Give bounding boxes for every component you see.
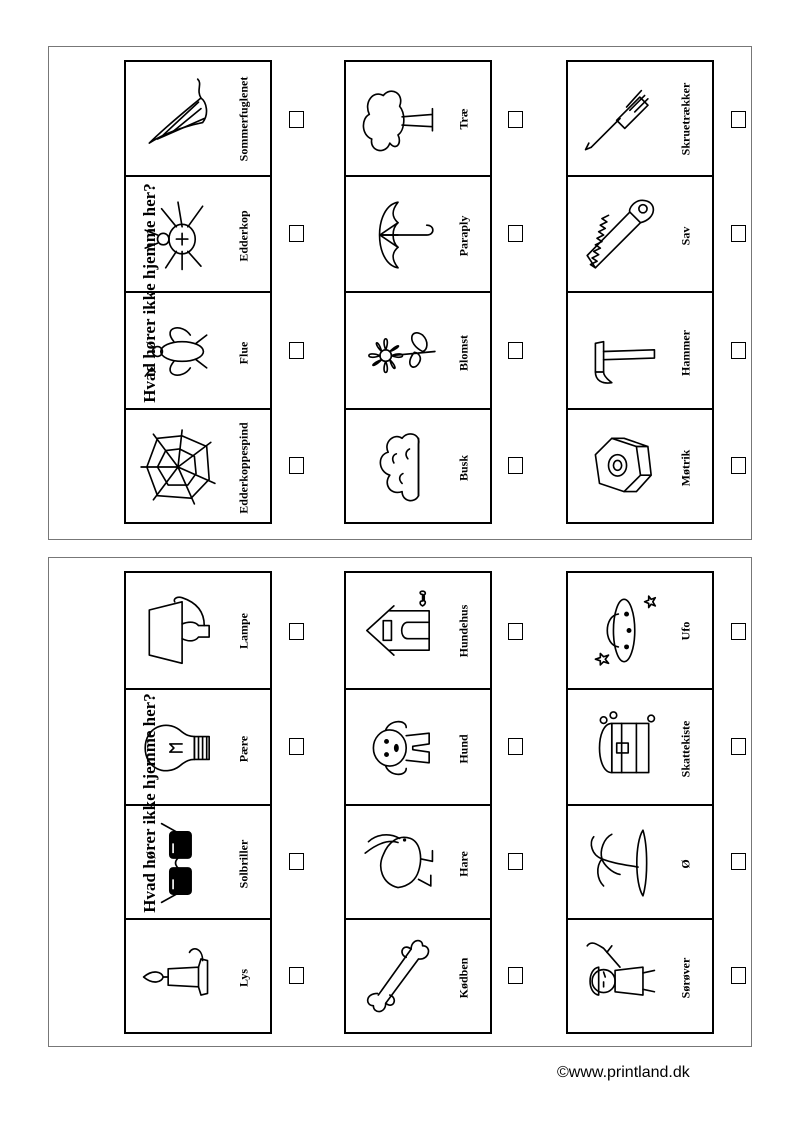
picture-card: Træ — [346, 62, 490, 175]
answer-checkbox[interactable] — [508, 853, 523, 870]
picture-card: Kødben — [346, 918, 490, 1034]
answer-checkbox[interactable] — [508, 225, 523, 242]
answer-checkbox[interactable] — [731, 853, 746, 870]
answer-checkbox[interactable] — [508, 967, 523, 984]
picture-card: Hare — [346, 804, 490, 920]
picture-strip-bottom-2 — [344, 571, 492, 1034]
picture-card: Sommerfuglenet — [126, 62, 270, 175]
picture-card: Solbriller — [126, 804, 270, 920]
picture-card: Hammer — [568, 291, 712, 410]
picture-card: Ufo — [568, 573, 712, 688]
answer-checkbox[interactable] — [731, 342, 746, 359]
answer-checkbox[interactable] — [508, 111, 523, 128]
picture-card: Ø — [568, 804, 712, 920]
answer-checkbox[interactable] — [731, 967, 746, 984]
picture-card: Paraply — [346, 175, 490, 293]
answer-checkbox[interactable] — [289, 738, 304, 755]
picture-card: Sav — [568, 175, 712, 293]
answer-checkbox[interactable] — [289, 853, 304, 870]
answer-checkbox[interactable] — [731, 738, 746, 755]
worksheet-panel-top: Hvad hører ikke hjemme her? — [48, 46, 752, 540]
picture-card: Pære — [126, 688, 270, 806]
picture-card: Møtrik — [568, 408, 712, 524]
answer-checkbox[interactable] — [508, 623, 523, 640]
picture-card: Lampe — [126, 573, 270, 688]
picture-card: Hund — [346, 688, 490, 806]
picture-card: Busk — [346, 408, 490, 524]
picture-card: Hundehus — [346, 573, 490, 688]
picture-card: Lys — [126, 918, 270, 1034]
answer-checkbox[interactable] — [289, 342, 304, 359]
answer-checkbox[interactable] — [289, 967, 304, 984]
answer-checkbox[interactable] — [508, 457, 523, 474]
picture-strip-top-2 — [344, 60, 492, 524]
picture-strip-top-1 — [124, 60, 272, 524]
worksheet-panel-bottom: Hvad hører ikke hjemme her? — [48, 557, 752, 1047]
answer-checkbox[interactable] — [731, 111, 746, 128]
answer-checkbox[interactable] — [508, 738, 523, 755]
picture-card: Edderkop — [126, 175, 270, 293]
picture-strip-bottom-3 — [566, 571, 714, 1034]
answer-checkbox[interactable] — [508, 342, 523, 359]
picture-card: Skattekiste — [568, 688, 712, 806]
copyright-text: ©www.printland.dk — [557, 1064, 690, 1081]
answer-checkbox[interactable] — [289, 225, 304, 242]
answer-checkbox[interactable] — [731, 457, 746, 474]
picture-strip-bottom-1 — [124, 571, 272, 1034]
answer-checkbox[interactable] — [731, 623, 746, 640]
answer-checkbox[interactable] — [289, 457, 304, 474]
answer-checkbox[interactable] — [289, 623, 304, 640]
picture-card: Blomst — [346, 291, 490, 410]
picture-card: Flue — [126, 291, 270, 410]
picture-strip-top-3 — [566, 60, 714, 524]
picture-card: Sørøver — [568, 918, 712, 1034]
answer-checkbox[interactable] — [731, 225, 746, 242]
picture-card: Edderkoppespind — [126, 408, 270, 524]
answer-checkbox[interactable] — [289, 111, 304, 128]
picture-card: Skruetrækker — [568, 62, 712, 175]
